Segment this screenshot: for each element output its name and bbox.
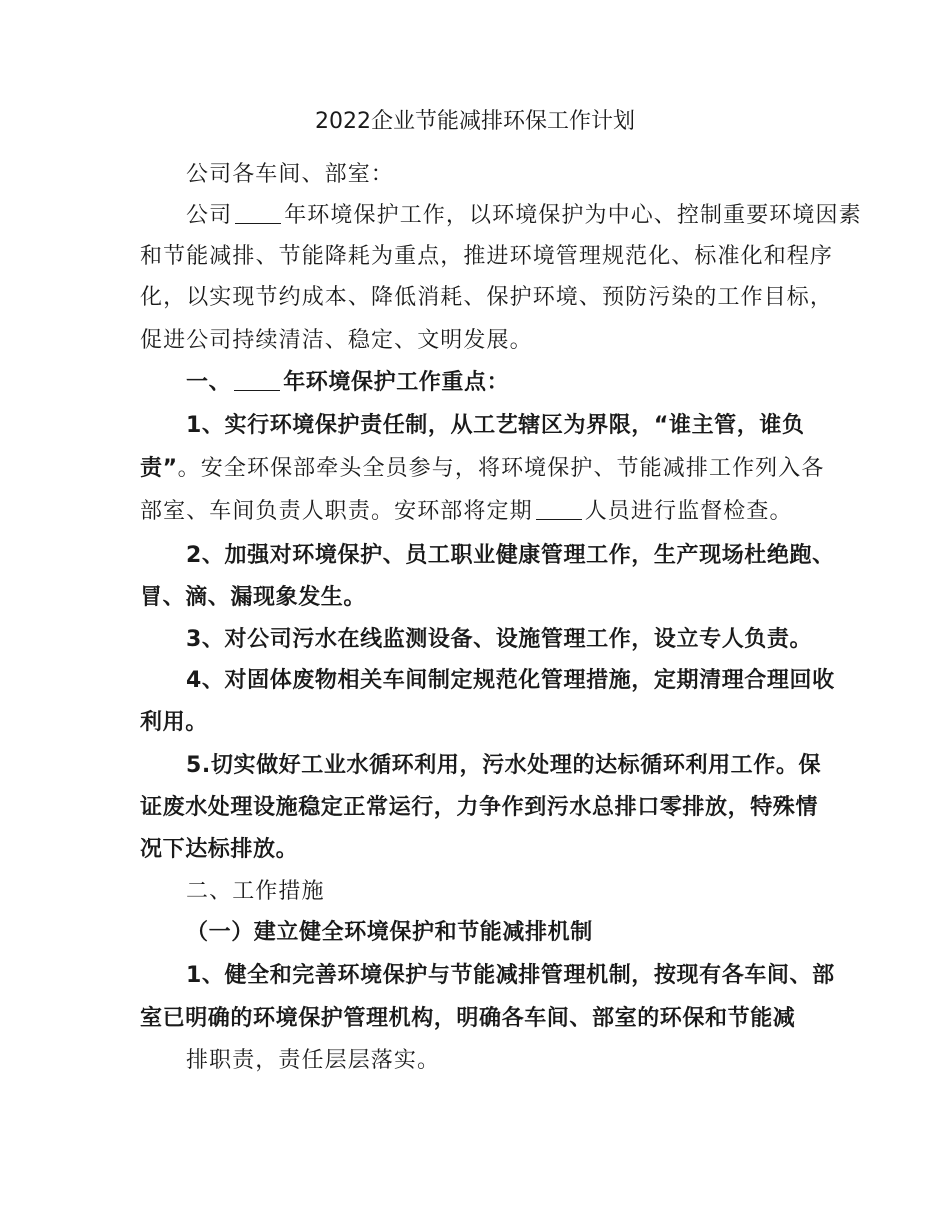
item-line: 证废水处理设施稳定正常运行，力争作到污水总排口零排放，特殊情	[140, 795, 819, 820]
item-line: 况下达标排放。	[140, 837, 299, 862]
subsection-heading: （一）建立健全环境保护和节能减排机制	[186, 920, 593, 945]
item-line: 5.切实做好工业水循环利用，污水处理的达标循环利用工作。保	[186, 753, 822, 778]
paragraph-line: 和节能减排、节能降耗为重点，推进环境管理规范化、标准化和程序	[140, 244, 834, 269]
paragraph-line: 化，以实现节约成本、降低消耗、保护环境、预防污染的工作目标，	[140, 285, 834, 310]
blank-underline	[536, 499, 582, 520]
document-title: 2022企业节能减排环保工作计划	[315, 109, 635, 134]
text-segment: 。安全环保部牵头全员参与，将环境保护、节能减排工作列入各	[177, 456, 825, 481]
text-segment: 年环境保护工作，以环境保护为中心、控制重要环境因素	[284, 203, 862, 228]
text-segment: 年环境保护工作重点：	[283, 370, 510, 395]
item-line: 利用。	[140, 710, 208, 735]
salutation: 公司各车间、部室：	[186, 162, 394, 187]
item-line	[140, 454, 825, 484]
item-line: 4、对固体废物相关车间制定规范化管理措施，定期清理合理回收	[186, 668, 835, 693]
paragraph-line	[186, 201, 866, 231]
item-line: 1、实行环境保护责任制，从工艺辖区为界限，“谁主管，谁负	[186, 413, 805, 438]
item-line: 3、对公司污水在线监测设备、设施管理工作，设立专人负责。	[186, 627, 813, 652]
item-line: 2、加强对环境保护、员工职业健康管理工作，生产现场杜绝跑、	[186, 543, 835, 568]
item-line	[140, 497, 820, 527]
text-segment: 责”	[140, 456, 178, 481]
blank-underline	[234, 370, 280, 391]
section-heading	[186, 368, 866, 398]
text-segment: 一、	[186, 370, 232, 395]
text-segment: 人员进行监督检查。	[584, 499, 793, 524]
item-line: 冒、滴、漏现象发生。	[140, 585, 367, 610]
text-segment: 公司	[186, 203, 233, 228]
section-heading: 二、工作措施	[186, 879, 325, 904]
item-line: 1、健全和完善环境保护与节能减排管理机制，按现有各车间、部	[186, 963, 835, 988]
paragraph-line: 促进公司持续清洁、稳定、文明发展。	[140, 328, 533, 353]
text-segment: 部室、车间负责人职责。安环部将定期	[140, 499, 533, 524]
item-line: 室已明确的环境保护管理机构，明确各车间、部室的环保和节能减	[140, 1006, 796, 1031]
paragraph-line: 排职责，责任层层落实。	[186, 1048, 441, 1073]
blank-underline	[235, 203, 281, 224]
